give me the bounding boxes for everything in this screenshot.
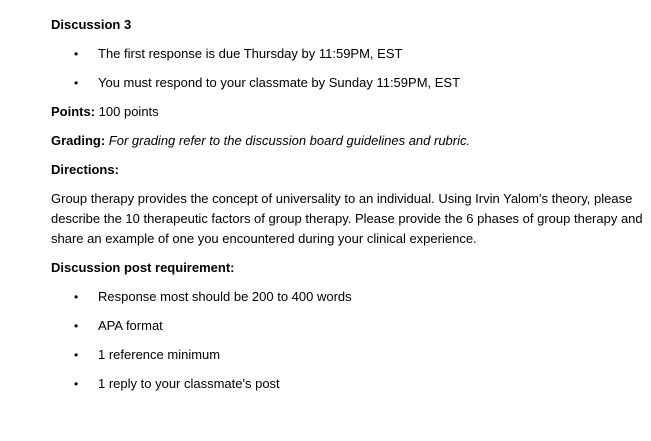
directions-line: describe the 10 therapeutic factors of group therapy. Please provide the 6 phases of group therapy and bbox=[51, 211, 643, 226]
list-item bbox=[51, 374, 651, 394]
directions-line: share an example of one you encountered during your clinical experience. bbox=[51, 231, 477, 246]
bullet-icon: • bbox=[74, 377, 79, 391]
document-body bbox=[51, 14, 651, 394]
directions-line: Group therapy provides the concept of universality to an individual. Using Irvin Yalom's theory, please bbox=[51, 191, 633, 206]
grading-label: Grading: bbox=[51, 133, 106, 148]
list-item bbox=[51, 73, 651, 93]
points-line bbox=[51, 102, 651, 122]
requirements-heading: Discussion post requirement: bbox=[51, 260, 235, 275]
bullet-icon: • bbox=[74, 47, 79, 61]
requirement-text: 1 reference minimum bbox=[98, 347, 221, 362]
deadline-text: The first response is due Thursday by 11:59PM, EST bbox=[98, 46, 403, 61]
requirement-text: 1 reply to your classmate's post bbox=[98, 376, 280, 391]
bullet-icon: • bbox=[74, 76, 79, 90]
grading-value: For grading refer to the discussion board guidelines and rubric. bbox=[108, 133, 471, 148]
bullet-icon: • bbox=[74, 290, 79, 304]
deadline-list bbox=[51, 44, 651, 93]
bullet-icon: • bbox=[74, 348, 79, 362]
requirement-text: APA format bbox=[98, 318, 163, 333]
discussion-title: Discussion 3 bbox=[51, 17, 132, 32]
list-item bbox=[51, 316, 651, 336]
requirement-text: Response most should be 200 to 400 words bbox=[98, 289, 352, 304]
directions-heading: Directions: bbox=[51, 162, 119, 177]
bullet-icon: • bbox=[74, 319, 79, 333]
requirements-list bbox=[51, 287, 651, 394]
deadline-text: You must respond to your classmate by Sunday 11:59PM, EST bbox=[98, 75, 461, 90]
list-item bbox=[51, 287, 651, 307]
list-item bbox=[51, 44, 651, 64]
grading-line bbox=[51, 131, 651, 151]
points-label: Points: bbox=[51, 104, 96, 119]
points-value: 100 points bbox=[95, 104, 159, 119]
list-item bbox=[51, 345, 651, 365]
directions-paragraph bbox=[51, 189, 651, 249]
